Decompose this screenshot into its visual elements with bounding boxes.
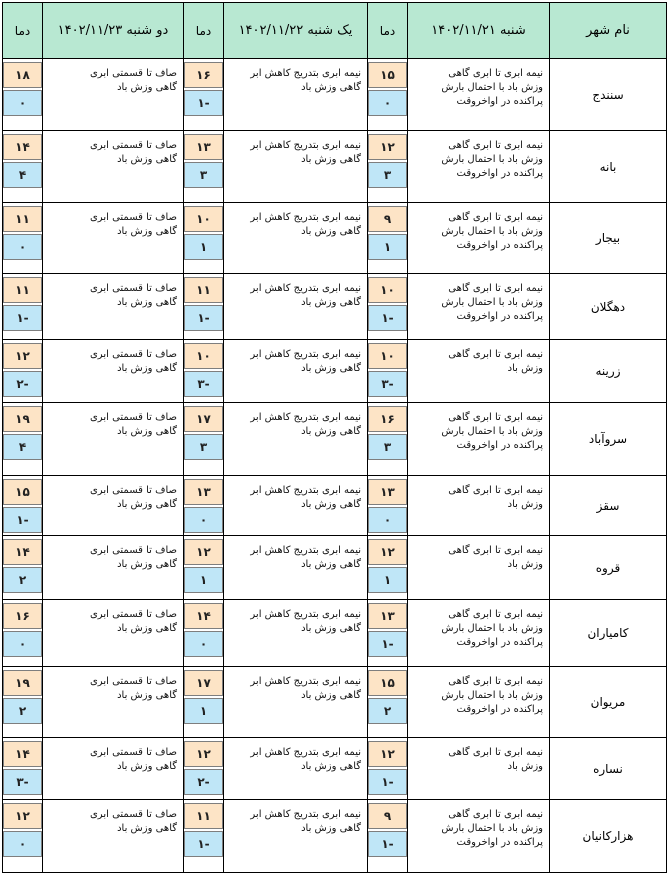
temperature-cell-day1	[368, 476, 408, 536]
forecast-text-line: گاهی وزش باد	[117, 154, 177, 165]
forecast-table	[2, 2, 667, 873]
temperature-cell-day3	[3, 203, 43, 274]
forecast-text-line: پراکنده در اواخروقت	[456, 704, 543, 715]
min-temp: ۰	[3, 234, 42, 260]
temperature-cell-day3	[3, 274, 43, 340]
max-temp: ۱۰	[184, 206, 223, 232]
temperature-cell-day3	[3, 59, 43, 131]
forecast-text-line: وزش باد	[507, 761, 543, 772]
forecast-text-line: صاف تا قسمتی ابری	[89, 412, 177, 423]
header-temp-day1: دما	[368, 3, 408, 59]
forecast-text-line: نیمه ابری بتدریج کاهش ابر	[250, 212, 361, 223]
city-name: بانه	[550, 131, 667, 203]
max-temp: ۱۵	[3, 479, 42, 505]
city-name: دهگلان	[550, 274, 667, 340]
forecast-description-day1	[408, 131, 550, 203]
temperature-cell-day2	[184, 600, 224, 667]
temperature-cell-day3	[3, 600, 43, 667]
table-row	[3, 274, 667, 340]
max-temp: ۱۱	[3, 277, 42, 303]
forecast-description-day3	[43, 800, 184, 873]
forecast-text-line: نیمه ابری تا ابری گاهی	[448, 485, 543, 496]
forecast-text-line: گاهی وزش باد	[117, 426, 177, 437]
forecast-description-day3	[43, 59, 184, 131]
forecast-text-line: گاهی وزش باد	[117, 823, 177, 834]
forecast-text-line: گاهی وزش باد	[301, 761, 361, 772]
forecast-text-line: صاف تا قسمتی ابری	[89, 676, 177, 687]
forecast-text-line: وزش باد با احتمال بارش	[441, 690, 543, 701]
header-day3: دو شنبه ۱۴۰۲/۱۱/۲۳	[43, 3, 184, 59]
forecast-description-day1	[408, 203, 550, 274]
max-temp: ۱۸	[3, 62, 42, 88]
forecast-text-line: گاهی وزش باد	[301, 154, 361, 165]
min-temp: -۱	[3, 305, 42, 331]
temperature-cell-day3	[3, 536, 43, 600]
forecast-text-line: نیمه ابری تا ابری گاهی	[448, 140, 543, 151]
forecast-text-line: پراکنده در اواخروقت	[456, 311, 543, 322]
min-temp: -۳	[184, 371, 223, 397]
temperature-cell-day3	[3, 476, 43, 536]
forecast-description-day3	[43, 476, 184, 536]
temperature-cell-day2	[184, 403, 224, 476]
forecast-text-line: گاهی وزش باد	[117, 226, 177, 237]
max-temp: ۱۶	[184, 62, 223, 88]
temperature-cell-day1	[368, 340, 408, 403]
min-temp: -۱	[368, 769, 407, 795]
forecast-description-day1	[408, 738, 550, 800]
forecast-text-line: نیمه ابری بتدریج کاهش ابر	[250, 809, 361, 820]
forecast-text-line: گاهی وزش باد	[301, 297, 361, 308]
table-row	[3, 203, 667, 274]
temperature-cell-day3	[3, 667, 43, 738]
temperature-cell-day1	[368, 800, 408, 873]
forecast-text-line: نیمه ابری تا ابری گاهی	[448, 412, 543, 423]
forecast-description-day3	[43, 667, 184, 738]
min-temp: ۳	[184, 162, 223, 188]
forecast-text-line: وزش باد با احتمال بارش	[441, 426, 543, 437]
forecast-description-day1	[408, 600, 550, 667]
max-temp: ۱۲	[184, 539, 223, 565]
forecast-description-day1	[408, 800, 550, 873]
forecast-description-day3	[43, 340, 184, 403]
temperature-cell-day3	[3, 738, 43, 800]
max-temp: ۱۵	[368, 670, 407, 696]
forecast-description-day1	[408, 536, 550, 600]
forecast-description-day3	[43, 131, 184, 203]
forecast-description-day2	[224, 59, 368, 131]
temperature-cell-day3	[3, 131, 43, 203]
forecast-text-line: پراکنده در اواخروقت	[456, 637, 543, 648]
forecast-text-line: پراکنده در اواخروقت	[456, 240, 543, 251]
max-temp: ۱۵	[368, 62, 407, 88]
min-temp: ۰	[3, 631, 42, 657]
city-name: زرینه	[550, 340, 667, 403]
forecast-description-day2	[224, 131, 368, 203]
min-temp: ۰	[184, 631, 223, 657]
header-row	[3, 3, 667, 59]
temperature-cell-day1	[368, 738, 408, 800]
city-name: سقز	[550, 476, 667, 536]
max-temp: ۱۲	[3, 803, 42, 829]
min-temp: -۱	[368, 631, 407, 657]
forecast-text-line: وزش باد با احتمال بارش	[441, 623, 543, 634]
forecast-text-line: وزش باد	[507, 499, 543, 510]
forecast-text-line: گاهی وزش باد	[301, 82, 361, 93]
temperature-cell-day1	[368, 203, 408, 274]
min-temp: -۲	[3, 371, 42, 397]
forecast-description-day1	[408, 476, 550, 536]
temperature-cell-day2	[184, 59, 224, 131]
forecast-description-day2	[224, 536, 368, 600]
forecast-text-line: گاهی وزش باد	[301, 226, 361, 237]
table-row	[3, 403, 667, 476]
max-temp: ۱۶	[368, 406, 407, 432]
min-temp: ۱	[368, 567, 407, 593]
forecast-text-line: پراکنده در اواخروقت	[456, 440, 543, 451]
city-name: سروآباد	[550, 403, 667, 476]
min-temp: -۳	[368, 371, 407, 397]
min-temp: -۱	[184, 831, 223, 857]
max-temp: ۱۳	[368, 479, 407, 505]
forecast-text-line: گاهی وزش باد	[301, 623, 361, 634]
forecast-text-line: نیمه ابری تا ابری گاهی	[448, 809, 543, 820]
forecast-description-day1	[408, 340, 550, 403]
forecast-text-line: صاف تا قسمتی ابری	[89, 747, 177, 758]
forecast-text-line: گاهی وزش باد	[117, 761, 177, 772]
min-temp: ۲	[368, 698, 407, 724]
max-temp: ۹	[368, 206, 407, 232]
forecast-text-line: گاهی وزش باد	[301, 426, 361, 437]
forecast-description-day3	[43, 738, 184, 800]
table-row	[3, 131, 667, 203]
min-temp: ۲	[3, 567, 42, 593]
forecast-text-line: نیمه ابری تا ابری گاهی	[448, 212, 543, 223]
forecast-text-line: نیمه ابری تا ابری گاهی	[448, 283, 543, 294]
forecast-text-line: صاف تا قسمتی ابری	[89, 545, 177, 556]
forecast-text-line: نیمه ابری بتدریج کاهش ابر	[250, 747, 361, 758]
min-temp: -۱	[184, 90, 223, 116]
max-temp: ۱۳	[184, 479, 223, 505]
forecast-text-line: وزش باد با احتمال بارش	[441, 82, 543, 93]
forecast-text-line: صاف تا قسمتی ابری	[89, 809, 177, 820]
temperature-cell-day2	[184, 476, 224, 536]
temperature-cell-day2	[184, 131, 224, 203]
forecast-text-line: صاف تا قسمتی ابری	[89, 349, 177, 360]
min-temp: ۳	[184, 434, 223, 460]
temperature-cell-day2	[184, 800, 224, 873]
forecast-description-day3	[43, 274, 184, 340]
city-name: کامیاران	[550, 600, 667, 667]
forecast-description-day2	[224, 340, 368, 403]
min-temp: -۳	[3, 769, 42, 795]
forecast-description-day3	[43, 536, 184, 600]
max-temp: ۱۹	[3, 406, 42, 432]
forecast-text-line: گاهی وزش باد	[117, 82, 177, 93]
forecast-text-line: گاهی وزش باد	[301, 559, 361, 570]
min-temp: ۱	[184, 567, 223, 593]
min-temp: ۱	[184, 234, 223, 260]
temperature-cell-day2	[184, 340, 224, 403]
min-temp: ۱	[368, 234, 407, 260]
forecast-text-line: صاف تا قسمتی ابری	[89, 283, 177, 294]
max-temp: ۱۷	[184, 406, 223, 432]
table-row	[3, 738, 667, 800]
forecast-description-day2	[224, 403, 368, 476]
forecast-text-line: گاهی وزش باد	[117, 559, 177, 570]
min-temp: ۱	[184, 698, 223, 724]
min-temp: -۱	[184, 305, 223, 331]
min-temp: ۳	[368, 434, 407, 460]
forecast-description-day2	[224, 600, 368, 667]
forecast-text-line: گاهی وزش باد	[301, 499, 361, 510]
forecast-description-day2	[224, 667, 368, 738]
forecast-text-line: گاهی وزش باد	[117, 297, 177, 308]
max-temp: ۹	[368, 803, 407, 829]
table-row	[3, 340, 667, 403]
forecast-description-day3	[43, 203, 184, 274]
forecast-rows	[3, 59, 667, 873]
forecast-text-line: وزش باد	[507, 363, 543, 374]
min-temp: ۰	[368, 90, 407, 116]
max-temp: ۱۲	[184, 741, 223, 767]
forecast-text-line: نیمه ابری تا ابری گاهی	[448, 747, 543, 758]
header-day1: شنبه ۱۴۰۲/۱۱/۲۱	[408, 3, 550, 59]
min-temp: ۳	[368, 162, 407, 188]
forecast-text-line: گاهی وزش باد	[301, 363, 361, 374]
table-row	[3, 667, 667, 738]
forecast-text-line: نیمه ابری تا ابری گاهی	[448, 349, 543, 360]
forecast-text-line: پراکنده در اواخروقت	[456, 168, 543, 179]
forecast-description-day3	[43, 600, 184, 667]
city-name: نساره	[550, 738, 667, 800]
forecast-text-line: نیمه ابری بتدریج کاهش ابر	[250, 485, 361, 496]
max-temp: ۱۱	[184, 803, 223, 829]
temperature-cell-day1	[368, 667, 408, 738]
city-name: مریوان	[550, 667, 667, 738]
forecast-description-day1	[408, 274, 550, 340]
temperature-cell-day1	[368, 274, 408, 340]
forecast-text-line: گاهی وزش باد	[117, 690, 177, 701]
forecast-text-line: گاهی وزش باد	[117, 623, 177, 634]
temperature-cell-day1	[368, 131, 408, 203]
min-temp: -۱	[3, 507, 42, 533]
header-temp-day3: دما	[3, 3, 43, 59]
max-temp: ۱۰	[368, 343, 407, 369]
table-row	[3, 600, 667, 667]
forecast-text-line: وزش باد	[507, 559, 543, 570]
table-row	[3, 59, 667, 131]
forecast-text-line: نیمه ابری بتدریج کاهش ابر	[250, 676, 361, 687]
max-temp: ۱۴	[3, 741, 42, 767]
min-temp: -۲	[184, 769, 223, 795]
temperature-cell-day2	[184, 274, 224, 340]
temperature-cell-day1	[368, 600, 408, 667]
max-temp: ۱۲	[3, 343, 42, 369]
max-temp: ۱۲	[368, 134, 407, 160]
forecast-description-day1	[408, 59, 550, 131]
max-temp: ۱۲	[368, 539, 407, 565]
city-name: سنندج	[550, 59, 667, 131]
min-temp: ۴	[3, 162, 42, 188]
city-name: بیجار	[550, 203, 667, 274]
forecast-text-line: صاف تا قسمتی ابری	[89, 609, 177, 620]
min-temp: ۲	[3, 698, 42, 724]
forecast-text-line: پراکنده در اواخروقت	[456, 837, 543, 848]
temperature-cell-day1	[368, 536, 408, 600]
forecast-description-day2	[224, 274, 368, 340]
max-temp: ۱۶	[3, 603, 42, 629]
forecast-text-line: نیمه ابری بتدریج کاهش ابر	[250, 609, 361, 620]
forecast-description-day2	[224, 203, 368, 274]
max-temp: ۱۰	[184, 343, 223, 369]
min-temp: ۰	[3, 90, 42, 116]
forecast-text-line: صاف تا قسمتی ابری	[89, 140, 177, 151]
city-name: هزارکانیان	[550, 800, 667, 873]
temperature-cell-day3	[3, 340, 43, 403]
forecast-text-line: نیمه ابری بتدریج کاهش ابر	[250, 140, 361, 151]
max-temp: ۱۴	[184, 603, 223, 629]
temperature-cell-day1	[368, 59, 408, 131]
header-temp-day2: دما	[184, 3, 224, 59]
temperature-cell-day2	[184, 738, 224, 800]
forecast-text-line: وزش باد با احتمال بارش	[441, 297, 543, 308]
forecast-text-line: نیمه ابری بتدریج کاهش ابر	[250, 283, 361, 294]
temperature-cell-day2	[184, 203, 224, 274]
forecast-text-line: نیمه ابری تا ابری گاهی	[448, 676, 543, 687]
forecast-text-line: گاهی وزش باد	[301, 690, 361, 701]
forecast-description-day2	[224, 476, 368, 536]
forecast-text-line: گاهی وزش باد	[117, 499, 177, 510]
max-temp: ۱۳	[368, 603, 407, 629]
forecast-text-line: نیمه ابری بتدریج کاهش ابر	[250, 349, 361, 360]
table-row	[3, 800, 667, 873]
max-temp: ۱۲	[368, 741, 407, 767]
header-day2: یک شنبه ۱۴۰۲/۱۱/۲۲	[224, 3, 368, 59]
forecast-text-line: وزش باد با احتمال بارش	[441, 226, 543, 237]
temperature-cell-day3	[3, 403, 43, 476]
table-row	[3, 476, 667, 536]
forecast-text-line: نیمه ابری بتدریج کاهش ابر	[250, 545, 361, 556]
max-temp: ۱۷	[184, 670, 223, 696]
max-temp: ۱۰	[368, 277, 407, 303]
forecast-text-line: وزش باد با احتمال بارش	[441, 823, 543, 834]
table-row	[3, 536, 667, 600]
forecast-text-line: گاهی وزش باد	[301, 823, 361, 834]
max-temp: ۱۳	[184, 134, 223, 160]
forecast-description-day1	[408, 403, 550, 476]
forecast-text-line: نیمه ابری بتدریج کاهش ابر	[250, 412, 361, 423]
forecast-text-line: پراکنده در اواخروقت	[456, 96, 543, 107]
forecast-text-line: وزش باد با احتمال بارش	[441, 154, 543, 165]
min-temp: ۰	[368, 507, 407, 533]
forecast-text-line: صاف تا قسمتی ابری	[89, 68, 177, 79]
forecast-description-day3	[43, 403, 184, 476]
max-temp: ۱۱	[3, 206, 42, 232]
temperature-cell-day3	[3, 800, 43, 873]
min-temp: ۰	[3, 831, 42, 857]
forecast-text-line: نیمه ابری تا ابری گاهی	[448, 68, 543, 79]
max-temp: ۱۹	[3, 670, 42, 696]
forecast-text-line: نیمه ابری بتدریج کاهش ابر	[250, 68, 361, 79]
temperature-cell-day1	[368, 403, 408, 476]
max-temp: ۱۱	[184, 277, 223, 303]
forecast-text-line: نیمه ابری تا ابری گاهی	[448, 609, 543, 620]
forecast-description-day1	[408, 667, 550, 738]
forecast-text-line: گاهی وزش باد	[117, 363, 177, 374]
temperature-cell-day2	[184, 667, 224, 738]
forecast-description-day2	[224, 738, 368, 800]
min-temp: ۴	[3, 434, 42, 460]
city-name: قروه	[550, 536, 667, 600]
forecast-text-line: صاف تا قسمتی ابری	[89, 212, 177, 223]
min-temp: -۱	[368, 305, 407, 331]
forecast-description-day2	[224, 800, 368, 873]
max-temp: ۱۴	[3, 134, 42, 160]
min-temp: -۱	[368, 831, 407, 857]
max-temp: ۱۴	[3, 539, 42, 565]
temperature-cell-day2	[184, 536, 224, 600]
forecast-text-line: نیمه ابری تا ابری گاهی	[448, 545, 543, 556]
header-city: نام شهر	[550, 3, 667, 59]
min-temp: ۰	[184, 507, 223, 533]
forecast-text-line: صاف تا قسمتی ابری	[89, 485, 177, 496]
